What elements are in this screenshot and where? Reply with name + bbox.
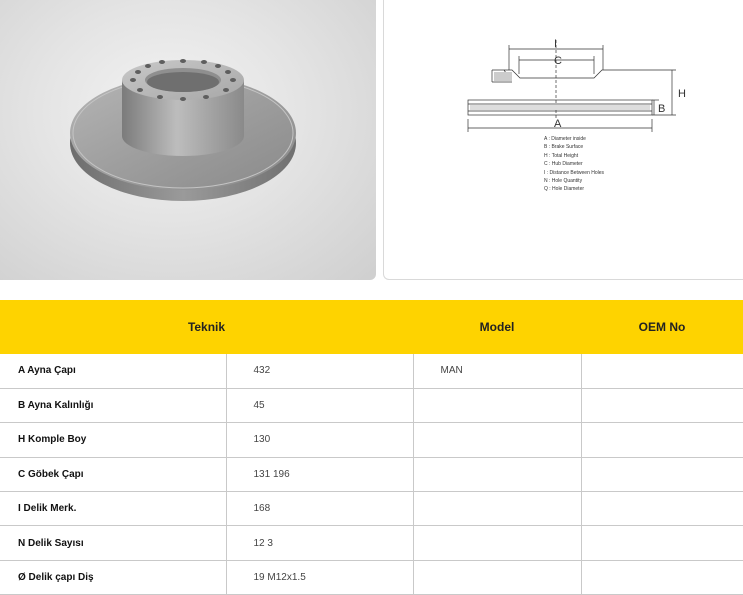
table-header-row — [0, 300, 743, 354]
spec-value: 168 — [226, 492, 413, 526]
oem-value — [581, 560, 743, 594]
spec-label: A Ayna Çapı — [0, 354, 226, 388]
header-teknik: Teknik — [0, 300, 413, 354]
legend-item: H : Total Height — [544, 152, 579, 159]
header-oem: OEM No — [581, 300, 743, 354]
diagram-legend — [544, 135, 604, 194]
oem-value — [581, 388, 743, 422]
spec-value: 19 M12x1.5 — [226, 560, 413, 594]
spec-label: B Ayna Kalınlığı — [0, 388, 226, 422]
spec-label: C Göbek Çapı — [0, 457, 226, 491]
spec-value: 432 — [226, 354, 413, 388]
table-row — [0, 492, 743, 526]
table-row — [0, 526, 743, 560]
spec-table — [0, 300, 743, 595]
spec-label: I Delik Merk. — [0, 492, 226, 526]
spec-value: 131 196 — [226, 457, 413, 491]
table-row — [0, 560, 743, 594]
label-i: I — [554, 38, 558, 50]
legend-item: I : Distance Between Holes — [544, 169, 605, 176]
oem-value — [581, 492, 743, 526]
spec-label: N Delik Sayısı — [0, 526, 226, 560]
brake-disc-image — [0, 0, 376, 280]
technical-diagram[interactable] — [383, 0, 743, 280]
legend-item: A : Diameter inside — [544, 136, 586, 142]
table-row — [0, 423, 743, 457]
label-a: A — [554, 118, 562, 130]
model-value — [413, 423, 581, 457]
spec-label: Ø Delik çapı Diş — [0, 560, 226, 594]
label-c: C — [554, 55, 562, 67]
oem-value — [581, 526, 743, 560]
table-row — [0, 388, 743, 422]
model-value — [413, 492, 581, 526]
table-row — [0, 457, 743, 491]
label-h: H — [678, 88, 686, 100]
header-model: Model — [413, 300, 581, 354]
model-value — [413, 560, 581, 594]
spec-value: 45 — [226, 388, 413, 422]
spec-value: 130 — [226, 423, 413, 457]
product-media — [0, 0, 743, 282]
label-b: B — [658, 103, 666, 115]
spec-value: 12 3 — [226, 526, 413, 560]
model-value — [413, 526, 581, 560]
legend-item: C : Hub Diameter — [544, 161, 583, 168]
spec-label: H Komple Boy — [0, 423, 226, 457]
oem-value — [581, 423, 743, 457]
oem-value — [581, 457, 743, 491]
oem-value — [581, 354, 743, 388]
model-value: MAN — [413, 354, 581, 388]
product-photo[interactable] — [0, 0, 376, 280]
table-row — [0, 354, 743, 388]
legend-item: Q : Hole Diameter — [544, 186, 585, 193]
legend-item: N : Hole Quantity — [544, 178, 583, 185]
legend-item: B : Brake Surface — [544, 144, 584, 151]
model-value — [413, 388, 581, 422]
model-value — [413, 457, 581, 491]
dimension-drawing — [384, 0, 743, 135]
